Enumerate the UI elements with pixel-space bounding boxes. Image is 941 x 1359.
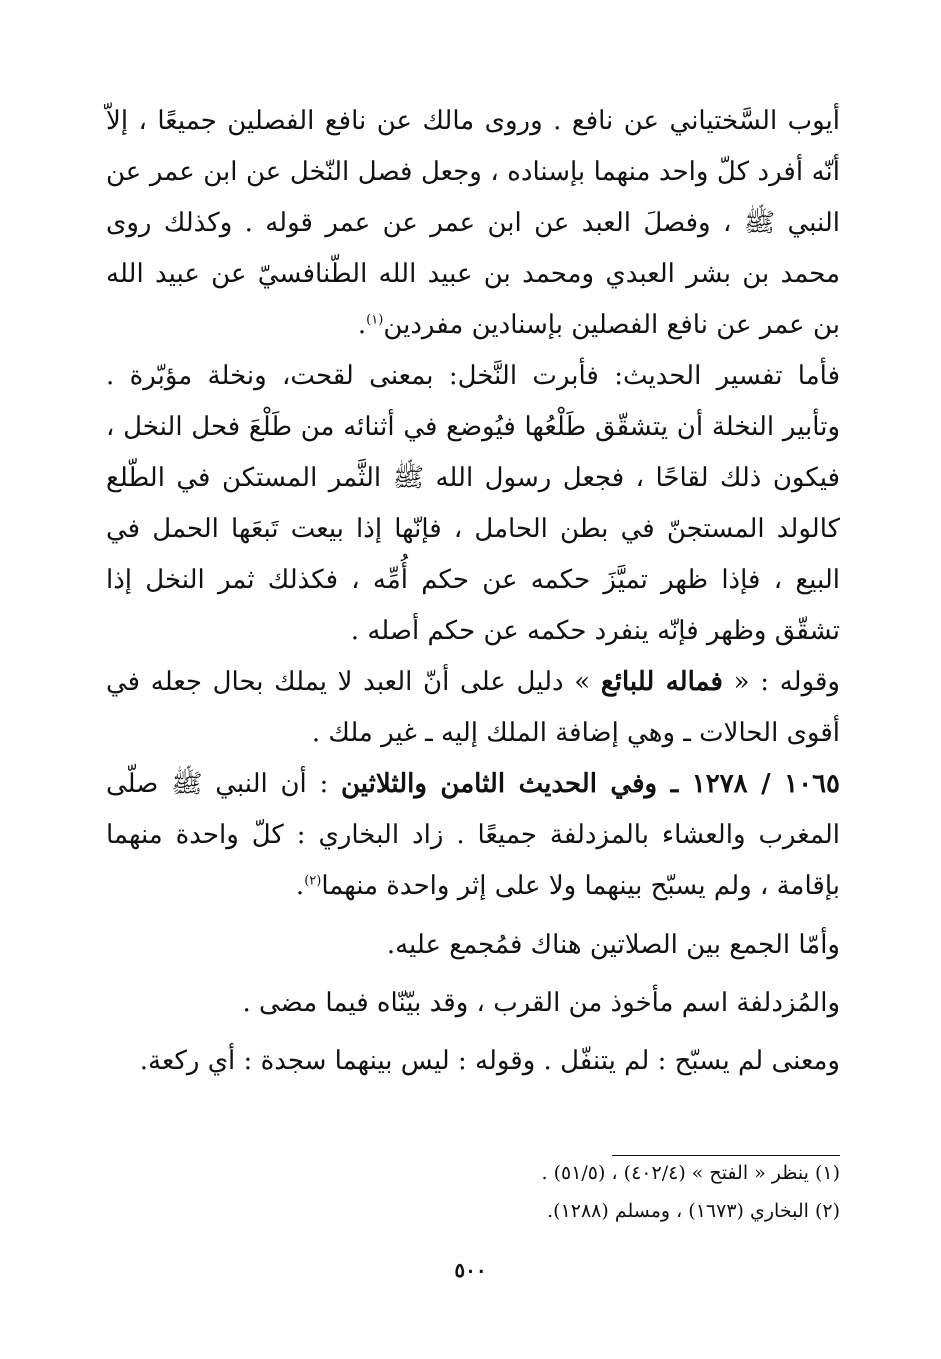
paragraph-suffix: » دليل على أنّ العبد لا يملك بحال جعله في أقوى الحالات ـ وهي إضافة الملك إليه ـ غير ملك . xyxy=(106,667,840,748)
paragraph-hadith-heading xyxy=(106,759,840,912)
paragraph-end: . xyxy=(357,310,367,340)
paragraph-tasbih xyxy=(106,1036,840,1087)
footnote-1: (١) ينظر « الفتح » (٤٠٢/٤) ، (٥١/٥) . xyxy=(541,1162,840,1184)
paragraph-text: فأما تفسير الحديث: فأبرت النَّخل: بمعنى لقحت، ونخلة مؤبّرة . وتأبير النخلة أن يتشقّق طَلْعُها فيُوضع في أثنائه من طَلْعَ فحل النخل ، فيكون ذلك لقاحًا ، فجعل رسول الله ﷺ الثَّمر المستكن في الطّلع كالولد المستجنّ في بطن الحامل ، فإنّها إذا بيعت تَبعَها الحمل في البيع ، فإذا ظهر تميَّزَ حكمه عن حكم أُمِّه ، فكذلك ثمر النخل إذا تشقّق وظهر فإنّه ينفرد حكمه عن حكم أصله . xyxy=(106,361,840,646)
quoted-phrase: فماله للبائع xyxy=(600,667,723,697)
paragraph-qawluhu xyxy=(106,657,840,759)
paragraph-hadith-chain xyxy=(106,96,840,351)
footnote-ref-2: (٢) xyxy=(304,873,322,889)
footnote-divider xyxy=(612,1155,840,1156)
paragraph-text: والمُزدلفة اسم مأخوذ من القرب ، وقد بيّنّاه فيما مضى . xyxy=(242,988,840,1018)
hadith-number-heading: ١٠٦٥ / ١٢٧٨ ـ وفي الحديث الثامن والثلاثين xyxy=(340,769,840,799)
paragraph-suffix: : أن النبي ﷺ صلّى المغرب والعشاء بالمزدلفة جميعًا . زاد البخاري : كلّ واحدة منهما بإقامة ، ولم يسبّح بينهما ولا على إثر واحدة منهما xyxy=(106,769,840,901)
paragraph-text: وأمّا الجمع بين الصلاتين هناك فمُجمع عليه. xyxy=(386,930,840,960)
page-number: ٥٠٠ xyxy=(454,1258,487,1282)
footnote-2: (٢) البخاري (١٦٧٣) ، ومسلم (١٢٨٨). xyxy=(547,1200,840,1222)
paragraph-text: ومعنى لم يسبّح : لم يتنفّل . وقوله : ليس بينهما سجدة : أي ركعة. xyxy=(139,1046,840,1076)
footnote-ref-1: (١) xyxy=(366,312,384,328)
paragraph-jam xyxy=(106,920,840,971)
paragraph-end: . xyxy=(295,871,305,901)
paragraph-tafsir xyxy=(106,351,840,657)
paragraph-text: أيوب السَّختياني عن نافع . وروى مالك عن نافع الفصلين جميعًا ، إلاّ أنّه أفرد كلّ واحد منهما بإسناده ، وجعل فصل النّخل عن ابن عمر عن النبي ﷺ ، وفصلَ العبد عن ابن عمر عن عمر قوله . وكذلك روى محمد بن بشر العبدي ومحمد بن عبيد الله الطّنافسيّ عن عبيد الله بن عمر عن نافع الفصلين بإسنادين مفردين xyxy=(106,106,840,340)
paragraph-muzdalifa xyxy=(106,978,840,1029)
paragraph-prefix: وقوله : « xyxy=(722,667,840,697)
